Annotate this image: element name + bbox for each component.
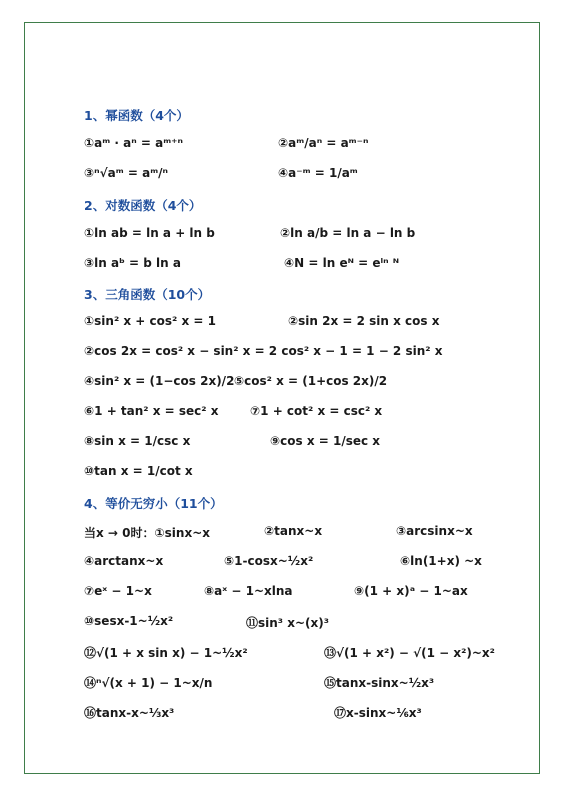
formula-equiv-9: ⑨(1 + x)ᵃ − 1~ax [354,584,468,598]
formula-equiv-11: ⑪sin³ x~(x)³ [246,616,329,630]
formula-power-3: ③ⁿ√aᵐ = aᵐ/ⁿ [84,166,169,180]
formula-trig-3: ②cos 2x = cos² x − sin² x = 2 cos² x − 1 = 1 − 2 sin² x [84,344,443,358]
formula-power-1: ①aᵐ · aⁿ = aᵐ⁺ⁿ [84,136,183,150]
formula-power-4: ④a⁻ᵐ = 1/aᵐ [278,166,358,180]
formula-trig-6: ⑥1 + tan² x = sec² x [84,404,219,418]
formula-trig-8: ⑧sin x = 1/csc x [84,434,191,448]
formula-equiv-1: 当x → 0时：①sinx~x [84,526,210,540]
formula-equiv-12: ⑫√(1 + x sin x) − 1~½x² [84,646,248,660]
section-title-trig: 3、三角函数（10个） [84,287,211,302]
formula-log-1: ①ln ab = ln a + ln b [84,226,215,240]
formula-trig-7: ⑦1 + cot² x = csc² x [250,404,383,418]
formula-equiv-17: ⑰x-sinx~⅙x³ [334,706,422,720]
formula-equiv-15: ⑮tanx-sinx~½x³ [324,676,435,690]
formula-log-3: ③ln aᵇ = b ln a [84,256,181,270]
formula-trig-4: ④sin² x = (1−cos 2x)/2 [84,374,235,388]
formula-trig-9: ⑨cos x = 1/sec x [270,434,381,448]
formula-equiv-5: ⑤1-cosx~½x² [224,554,314,568]
formula-equiv-10: ⑩sesx-1~½x² [84,614,174,628]
formula-trig-10: ⑩tan x = 1/cot x [84,464,193,478]
formula-equiv-2: ②tanx~x [264,524,323,538]
formula-log-4: ④N = ln eᴺ = eˡⁿ ᴺ [284,256,400,270]
page-border [24,22,540,774]
formula-equiv-6: ⑥ln(1+x) ~x [400,554,482,568]
formula-equiv-4: ④arctanx~x [84,554,164,568]
formula-log-2: ②ln a/b = ln a − ln b [280,226,416,240]
formula-equiv-13: ⑬√(1 + x²) − √(1 − x²)~x² [324,646,495,660]
formula-equiv-3: ③arcsinx~x [396,524,473,538]
formula-equiv-14: ⑭ⁿ√(x + 1) − 1~x/n [84,676,213,690]
section-title-power: 1、幂函数（4个） [84,108,189,123]
formula-equiv-7: ⑦eˣ − 1~x [84,584,152,598]
formula-trig-1: ①sin² x + cos² x = 1 [84,314,216,328]
formula-trig-2: ②sin 2x = 2 sin x cos x [288,314,440,328]
formula-trig-5: ⑤cos² x = (1+cos 2x)/2 [234,374,388,388]
formula-equiv-8: ⑧aˣ − 1~xlna [204,584,293,598]
formula-equiv-16: ⑯tanx-x~⅓x³ [84,706,175,720]
section-title-equiv: 4、等价无穷小（11个） [84,496,223,511]
section-title-log: 2、对数函数（4个） [84,198,202,213]
formula-power-2: ②aᵐ/aⁿ = aᵐ⁻ⁿ [278,136,369,150]
